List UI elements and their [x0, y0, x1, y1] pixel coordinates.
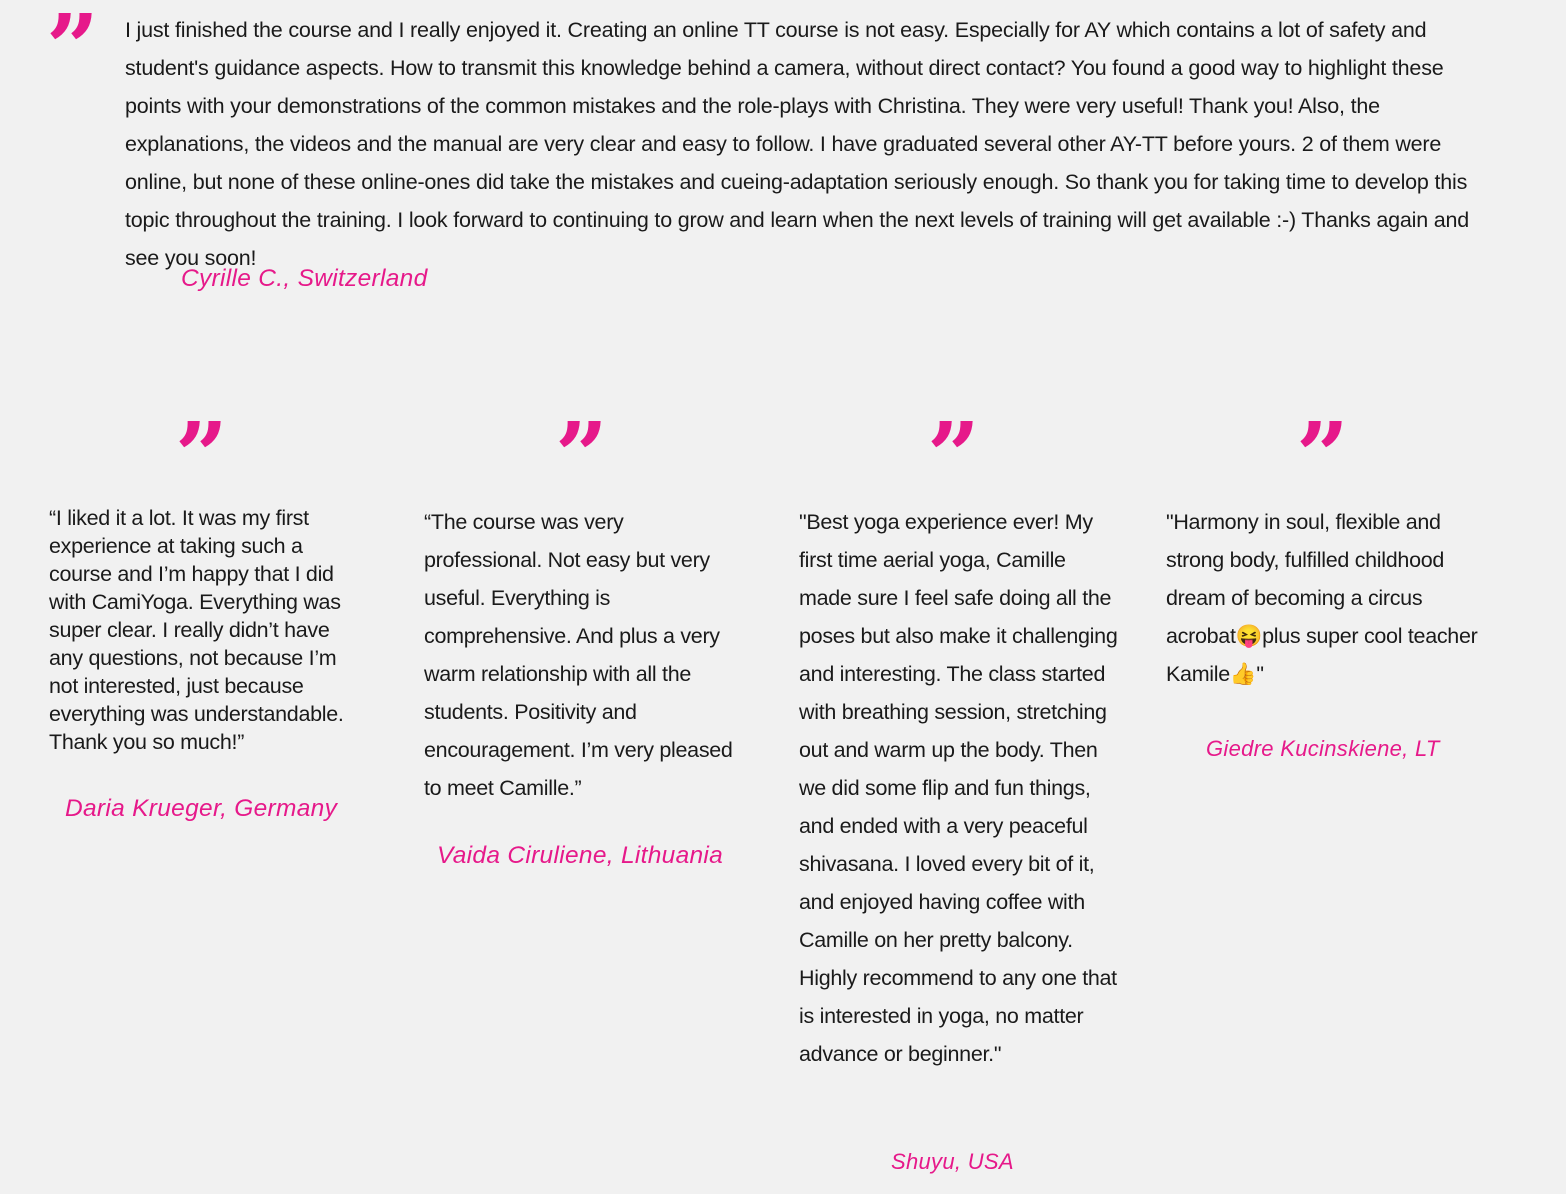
quote-icon: ” — [555, 402, 602, 510]
testimonial-author: Vaida Ciruliene, Lithuania — [437, 842, 724, 869]
testimonial-author: Giedre Kucinskiene, LT — [1206, 736, 1440, 761]
quote-icon: ” — [46, 0, 93, 102]
featured-testimonial-author: Cyrille C., Switzerland — [181, 265, 428, 292]
quote-icon: ” — [1296, 402, 1343, 510]
testimonial-text: “I liked it a lot. It was my first experience at taking such a course and I’m happy that I did with CamiYoga. Everything was super clear. I really didn’t have any questions, not because I’m not interested, just because everything was understandable. Thank you so much!” — [49, 506, 344, 754]
quote-icon: ” — [927, 402, 974, 510]
testimonial-author: Daria Krueger, Germany — [65, 795, 338, 822]
testimonial-text: “The course was very professional. Not easy but very useful. Everything is comprehensive. And plus a very warm relationship with all the students. Positivity and encouragement. I’m very pleased to meet Camille.” — [424, 510, 733, 800]
testimonial-author: Shuyu, USA — [891, 1149, 1014, 1174]
testimonial-text: "Best yoga experience ever! My first time aerial yoga, Camille made sure I feel safe doing all the poses but also make it challenging and interesting. The class started with breathing session, stretching out and warm up the body. Then we did some flip and fun things, and ended with a very peaceful shivasana. I loved every bit of it, and enjoyed having coffee with Camille on her pretty balcony. Highly recommend to any one that is interested in yoga, no matter advance or beginner." — [799, 510, 1118, 1066]
featured-testimonial-text: I just finished the course and I really enjoyed it. Creating an online TT course is not easy. Especially for AY which contains a lot of safety and student's guidance aspects. How to transmit this knowledge behind a camera, without direct contact? You found a good way to highlight these points with your demonstrations of the common mistakes and the role-plays with Christina. They were very useful! Thank you! Also, the explanations, the videos and the manual are very clear and easy to follow. I have graduated several other AY-TT before yours. 2 of them were online, but none of these online-ones did take the mistakes and cueing-adaptation seriously enough. So thank you for taking time to develop this topic throughout the training. I look forward to continuing to grow and learn when the next levels of training will get available :-) Thanks again and see you soon! — [125, 18, 1470, 270]
quote-icon: ” — [175, 402, 222, 510]
testimonial-text: "Harmony in soul, flexible and strong body, fulfilled childhood dream of becoming a circus acrobat😝plus super cool teacher Kamile👍" — [1166, 510, 1478, 686]
